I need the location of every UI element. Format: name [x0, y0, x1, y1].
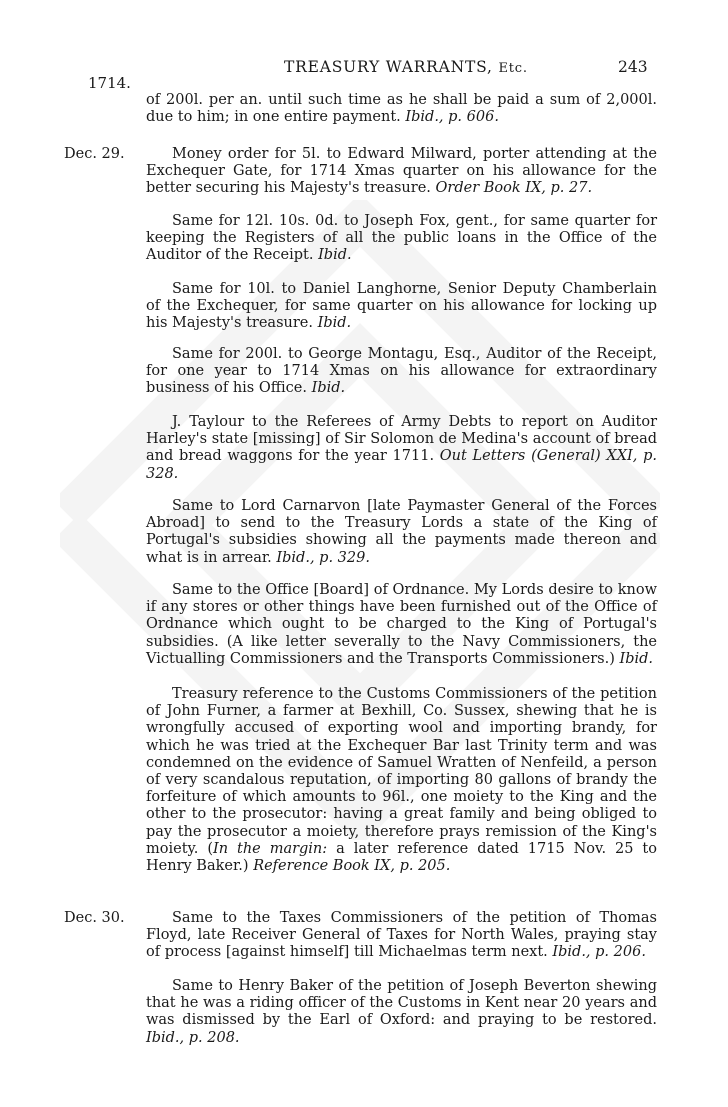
entry-text: Same for 200l. to George Montagu, Esq., Auditor of the Receipt, for one year to 1714 Xmas on his allowance for extraordinary business of his Office.	[146, 346, 657, 397]
entry-reference: Ibid., p. 606.	[405, 109, 499, 126]
entry-text: Same for 12l. 10s. 0d. to Joseph Fox, gent., for same quarter for keeping the Registers of all the public loans in the Office of the Auditor of the Receipt.	[146, 213, 657, 264]
entry-george-montagu	[146, 346, 657, 398]
entry-text: Same to Lord Carnarvon [late Paymaster General of the Forces Abroad] to send to the Treasury Lords a state of the King of Portugal's subsidies showing all the payments made thereon and what is in arrear.	[146, 498, 657, 566]
entry-reference: Order Book IX, p. 27.	[435, 180, 593, 197]
header-year: 1714.	[88, 74, 131, 92]
entry-office-of-ordnance	[146, 582, 657, 668]
date-marginal: Dec. 30.	[64, 910, 125, 926]
entry-reference: Ibid.	[318, 247, 352, 264]
running-title	[284, 58, 528, 76]
running-title-suffix: Etc.	[498, 61, 528, 76]
entry-text: Treasury reference to the Customs Commissioners of the petition of John Furner, a farmer at Bexhill, Co. Sussex, shewing that he is wrongfully accused of exporting wool and importing brandy, for which he was tried at the Exchequer Bar last Trinity term and was condemned on the evidence of Samuel Wratten of Nenfeild, a person of very scandalous reputation, of importing 80 gallons of brandy the forfeiture of which amounts to 96l., one moiety to the King and the other to the prosecutor: having a great family and being obliged to pay the prosecutor a moiety, therefore prays remission of the King's moiety. (	[146, 686, 657, 857]
entry-lord-carnarvon	[146, 498, 657, 567]
entry-referees-army-debts	[146, 414, 657, 483]
entry-joseph-beverton	[146, 978, 657, 1047]
entry-continuation	[146, 92, 657, 126]
page-number: 243	[618, 58, 648, 76]
entry-text: Same for 10l. to Daniel Langhorne, Senior Deputy Chamberlain of the Exchequer, for same quarter on his allowance for locking up his Majesty's treasure.	[146, 281, 657, 332]
entry-reference: Ibid.	[311, 380, 346, 397]
entry-reference: Ibid., p. 206.	[552, 944, 646, 961]
entry-joseph-fox	[146, 213, 657, 265]
entry-text: Same to Henry Baker of the petition of Joseph Beverton shewing that he was a riding officer of the Customs in Kent near 20 years and was dismissed by the Earl of Oxford: and praying to be restored.	[146, 978, 657, 1029]
entry-reference: Ibid., p. 208.	[146, 1029, 240, 1046]
entry-thomas-floyd	[146, 910, 657, 962]
entry-text: Money order for 5l. to Edward Milward, porter attending at the Exchequer Gate, for 1714 Xmas quarter on his allowance for the better securing his Majesty's treasure.	[146, 146, 657, 197]
entry-text: Same to the Taxes Commissioners of the petition of Thomas Floyd, late Receiver General of Taxes for North Wales, praying stay of process [against himself] till Michaelmas term next.	[146, 910, 657, 961]
entry-reference: Ibid.	[317, 315, 352, 332]
date-marginal: Dec. 29.	[64, 146, 125, 162]
entry-text: of 200l. per an. until such time as he shall be paid a sum of 2,000l. due to him; in one entire payment.	[146, 92, 657, 126]
margin-note-label: In the margin:	[213, 840, 328, 857]
entry-daniel-langhorne	[146, 281, 657, 333]
entry-text: Same to the Office [Board] of Ordnance. My Lords desire to know if any stores or other things have been furnished out of the Office of Ordnance which ought to be charged to the King of Portugal's subsidies. (A like letter severally to the Navy Commissioners, the Victualling Commissioners and the Transports Commissioners.)	[146, 582, 657, 667]
entry-money-order-milward	[146, 146, 657, 198]
entry-john-furner-petition	[146, 686, 657, 875]
running-title-main: TREASURY WARRANTS,	[284, 58, 493, 76]
entry-reference: Ibid.	[619, 650, 654, 667]
entry-reference: Reference Book IX, p. 205.	[253, 858, 451, 875]
entry-text: J. Taylour to the Referees of Army Debts to report on Auditor Harley's state [missing] of Sir Solomon de Medina's account of bread and bread waggons for the year 1711.	[146, 414, 657, 465]
entry-reference: Ibid., p. 329.	[276, 549, 370, 566]
margin-note-text: a later reference dated 1715 Nov. 25 to Henry Baker.)	[146, 840, 657, 875]
entry-reference: Out Letters (General) XXI, p. 328.	[146, 448, 658, 482]
